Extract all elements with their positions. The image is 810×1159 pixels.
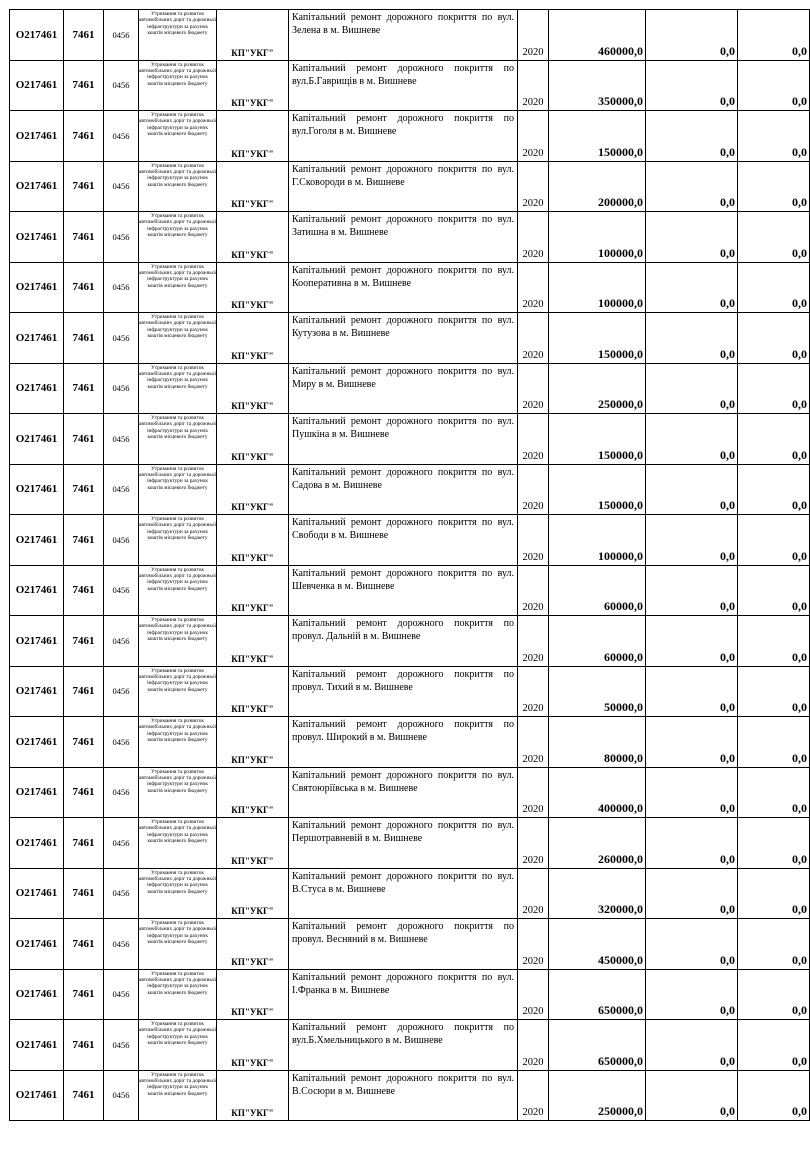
budget-code-cell: 7461 <box>64 717 104 768</box>
function-code-cell: 0456 <box>104 919 139 970</box>
year-cell: 2020 <box>518 868 549 919</box>
year-cell: 2020 <box>518 818 549 869</box>
budget-code-cell: 7461 <box>64 666 104 717</box>
year-cell: 2020 <box>518 464 549 515</box>
value-1-cell: 0,0 <box>646 717 738 768</box>
executor-cell: КП"УКГ" <box>217 1020 289 1071</box>
program-description-cell: Утримання та розвиток автомобільних доріг та дорожньої інфраструктури за рахунок коштів місцевого бюджету <box>139 767 217 818</box>
program-description-cell: Утримання та розвиток автомобільних доріг та дорожньої інфраструктури за рахунок коштів місцевого бюджету <box>139 414 217 465</box>
function-code-cell: 0456 <box>104 161 139 212</box>
executor-cell: КП"УКГ" <box>217 111 289 162</box>
table-row <box>10 60 810 111</box>
executor-cell: КП"УКГ" <box>217 969 289 1020</box>
year-cell: 2020 <box>518 666 549 717</box>
program-description-cell: Утримання та розвиток автомобільних доріг та дорожньої інфраструктури за рахунок коштів місцевого бюджету <box>139 111 217 162</box>
year-cell: 2020 <box>518 1020 549 1071</box>
value-2-cell: 0,0 <box>738 313 810 364</box>
program-code-cell: О217461 <box>10 313 64 364</box>
function-code-cell: 0456 <box>104 1020 139 1071</box>
executor-cell: КП"УКГ" <box>217 212 289 263</box>
amount-cell: 100000,0 <box>549 212 646 263</box>
value-2-cell: 0,0 <box>738 919 810 970</box>
function-code-cell: 0456 <box>104 1070 139 1121</box>
table-row <box>10 767 810 818</box>
program-code-cell: О217461 <box>10 565 64 616</box>
program-code-cell: О217461 <box>10 969 64 1020</box>
table-row <box>10 868 810 919</box>
value-1-cell: 0,0 <box>646 565 738 616</box>
amount-cell: 60000,0 <box>549 565 646 616</box>
executor-cell: КП"УКГ" <box>217 515 289 566</box>
value-1-cell: 0,0 <box>646 212 738 263</box>
program-code-cell: О217461 <box>10 818 64 869</box>
value-2-cell: 0,0 <box>738 161 810 212</box>
table-row <box>10 565 810 616</box>
budget-code-cell: 7461 <box>64 868 104 919</box>
executor-cell: КП"УКГ" <box>217 414 289 465</box>
function-code-cell: 0456 <box>104 313 139 364</box>
amount-cell: 50000,0 <box>549 666 646 717</box>
object-name-cell: Капітальний ремонт дорожного покриття по вул.Б.Хмельницького в м. Вишневе <box>289 1020 518 1071</box>
value-1-cell: 0,0 <box>646 919 738 970</box>
executor-cell: КП"УКГ" <box>217 464 289 515</box>
value-1-cell: 0,0 <box>646 666 738 717</box>
budget-code-cell: 7461 <box>64 1070 104 1121</box>
program-description-cell: Утримання та розвиток автомобільних доріг та дорожньої інфраструктури за рахунок коштів місцевого бюджету <box>139 60 217 111</box>
table-row <box>10 818 810 869</box>
executor-cell: КП"УКГ" <box>217 313 289 364</box>
executor-cell: КП"УКГ" <box>217 10 289 61</box>
function-code-cell: 0456 <box>104 717 139 768</box>
function-code-cell: 0456 <box>104 565 139 616</box>
year-cell: 2020 <box>518 161 549 212</box>
year-cell: 2020 <box>518 767 549 818</box>
program-description-cell: Утримання та розвиток автомобільних доріг та дорожньої інфраструктури за рахунок коштів місцевого бюджету <box>139 717 217 768</box>
program-description-cell: Утримання та розвиток автомобільних доріг та дорожньої інфраструктури за рахунок коштів місцевого бюджету <box>139 666 217 717</box>
value-1-cell: 0,0 <box>646 1070 738 1121</box>
amount-cell: 150000,0 <box>549 414 646 465</box>
value-1-cell: 0,0 <box>646 10 738 61</box>
value-2-cell: 0,0 <box>738 868 810 919</box>
amount-cell: 150000,0 <box>549 464 646 515</box>
year-cell: 2020 <box>518 111 549 162</box>
budget-code-cell: 7461 <box>64 262 104 313</box>
year-cell: 2020 <box>518 212 549 263</box>
value-1-cell: 0,0 <box>646 363 738 414</box>
table-row <box>10 414 810 465</box>
function-code-cell: 0456 <box>104 111 139 162</box>
executor-cell: КП"УКГ" <box>217 363 289 414</box>
amount-cell: 260000,0 <box>549 818 646 869</box>
value-1-cell: 0,0 <box>646 414 738 465</box>
function-code-cell: 0456 <box>104 767 139 818</box>
amount-cell: 250000,0 <box>549 363 646 414</box>
value-1-cell: 0,0 <box>646 313 738 364</box>
object-name-cell: Капітальний ремонт дорожного покриття по провул. Широкий в м. Вишневе <box>289 717 518 768</box>
object-name-cell: Капітальний ремонт дорожного покриття по вул. Першотравневій в м. Вишневе <box>289 818 518 869</box>
table-row <box>10 464 810 515</box>
year-cell: 2020 <box>518 10 549 61</box>
value-2-cell: 0,0 <box>738 767 810 818</box>
function-code-cell: 0456 <box>104 969 139 1020</box>
amount-cell: 320000,0 <box>549 868 646 919</box>
program-code-cell: О217461 <box>10 464 64 515</box>
object-name-cell: Капітальний ремонт дорожного покриття по вул.Гоголя в м. Вишневе <box>289 111 518 162</box>
program-description-cell: Утримання та розвиток автомобільних доріг та дорожньої інфраструктури за рахунок коштів місцевого бюджету <box>139 515 217 566</box>
year-cell: 2020 <box>518 969 549 1020</box>
budget-code-cell: 7461 <box>64 919 104 970</box>
value-2-cell: 0,0 <box>738 515 810 566</box>
amount-cell: 350000,0 <box>549 60 646 111</box>
budget-code-cell: 7461 <box>64 1020 104 1071</box>
function-code-cell: 0456 <box>104 363 139 414</box>
value-2-cell: 0,0 <box>738 717 810 768</box>
budget-code-cell: 7461 <box>64 313 104 364</box>
value-1-cell: 0,0 <box>646 161 738 212</box>
value-2-cell: 0,0 <box>738 818 810 869</box>
table-row <box>10 262 810 313</box>
program-description-cell: Утримання та розвиток автомобільних доріг та дорожньої інфраструктури за рахунок коштів місцевого бюджету <box>139 1070 217 1121</box>
program-description-cell: Утримання та розвиток автомобільних доріг та дорожньої інфраструктури за рахунок коштів місцевого бюджету <box>139 616 217 667</box>
amount-cell: 60000,0 <box>549 616 646 667</box>
value-1-cell: 0,0 <box>646 111 738 162</box>
value-1-cell: 0,0 <box>646 515 738 566</box>
value-2-cell: 0,0 <box>738 60 810 111</box>
budget-code-cell: 7461 <box>64 767 104 818</box>
executor-cell: КП"УКГ" <box>217 616 289 667</box>
object-name-cell: Капітальний ремонт дорожного покриття по вул. Кооперативна в м. Вишневе <box>289 262 518 313</box>
year-cell: 2020 <box>518 1070 549 1121</box>
function-code-cell: 0456 <box>104 60 139 111</box>
year-cell: 2020 <box>518 60 549 111</box>
program-code-cell: О217461 <box>10 161 64 212</box>
amount-cell: 450000,0 <box>549 919 646 970</box>
program-description-cell: Утримання та розвиток автомобільних доріг та дорожньої інфраструктури за рахунок коштів місцевого бюджету <box>139 161 217 212</box>
object-name-cell: Капітальний ремонт дорожного покриття по вул. Кутузова в м. Вишневе <box>289 313 518 364</box>
year-cell: 2020 <box>518 515 549 566</box>
budget-code-cell: 7461 <box>64 515 104 566</box>
program-description-cell: Утримання та розвиток автомобільних доріг та дорожньої інфраструктури за рахунок коштів місцевого бюджету <box>139 10 217 61</box>
function-code-cell: 0456 <box>104 666 139 717</box>
budget-code-cell: 7461 <box>64 969 104 1020</box>
program-code-cell: О217461 <box>10 60 64 111</box>
budget-code-cell: 7461 <box>64 414 104 465</box>
program-description-cell: Утримання та розвиток автомобільних доріг та дорожньої інфраструктури за рахунок коштів місцевого бюджету <box>139 818 217 869</box>
program-code-cell: О217461 <box>10 767 64 818</box>
year-cell: 2020 <box>518 616 549 667</box>
function-code-cell: 0456 <box>104 212 139 263</box>
amount-cell: 400000,0 <box>549 767 646 818</box>
value-2-cell: 0,0 <box>738 212 810 263</box>
object-name-cell: Капітальний ремонт дорожного покриття по вул. Затишна в м. Вишневе <box>289 212 518 263</box>
value-1-cell: 0,0 <box>646 868 738 919</box>
executor-cell: КП"УКГ" <box>217 161 289 212</box>
value-1-cell: 0,0 <box>646 60 738 111</box>
value-1-cell: 0,0 <box>646 767 738 818</box>
value-2-cell: 0,0 <box>738 1070 810 1121</box>
table-row <box>10 1020 810 1071</box>
function-code-cell: 0456 <box>104 868 139 919</box>
value-2-cell: 0,0 <box>738 363 810 414</box>
program-code-cell: О217461 <box>10 212 64 263</box>
budget-code-cell: 7461 <box>64 565 104 616</box>
budget-code-cell: 7461 <box>64 616 104 667</box>
program-description-cell: Утримання та розвиток автомобільних доріг та дорожньої інфраструктури за рахунок коштів місцевого бюджету <box>139 464 217 515</box>
program-description-cell: Утримання та розвиток автомобільних доріг та дорожньої інфраструктури за рахунок коштів місцевого бюджету <box>139 262 217 313</box>
program-code-cell: О217461 <box>10 1020 64 1071</box>
budget-code-cell: 7461 <box>64 212 104 263</box>
executor-cell: КП"УКГ" <box>217 767 289 818</box>
budget-code-cell: 7461 <box>64 363 104 414</box>
table-row <box>10 363 810 414</box>
amount-cell: 250000,0 <box>549 1070 646 1121</box>
program-description-cell: Утримання та розвиток автомобільних доріг та дорожньої інфраструктури за рахунок коштів місцевого бюджету <box>139 868 217 919</box>
table-row <box>10 313 810 364</box>
program-code-cell: О217461 <box>10 363 64 414</box>
object-name-cell: Капітальний ремонт дорожного покриття по вул. Миру в м. Вишневе <box>289 363 518 414</box>
budget-code-cell: 7461 <box>64 818 104 869</box>
budget-code-cell: 7461 <box>64 161 104 212</box>
object-name-cell: Капітальний ремонт дорожного покриття по вул. Зелена в м. Вишневе <box>289 10 518 61</box>
budget-code-cell: 7461 <box>64 111 104 162</box>
function-code-cell: 0456 <box>104 818 139 869</box>
object-name-cell: Капітальний ремонт дорожного покриття по вул. Святоюріївська в м. Вишневе <box>289 767 518 818</box>
amount-cell: 460000,0 <box>549 10 646 61</box>
table-row <box>10 212 810 263</box>
table-row <box>10 10 810 61</box>
function-code-cell: 0456 <box>104 464 139 515</box>
budget-table <box>9 9 810 1121</box>
value-2-cell: 0,0 <box>738 111 810 162</box>
object-name-cell: Капітальний ремонт дорожного покриття по провул. Дальній в м. Вишневе <box>289 616 518 667</box>
object-name-cell: Капітальний ремонт дорожного покриття по вул. В.Стуса в м. Вишневе <box>289 868 518 919</box>
program-code-cell: О217461 <box>10 262 64 313</box>
budget-code-cell: 7461 <box>64 10 104 61</box>
executor-cell: КП"УКГ" <box>217 60 289 111</box>
year-cell: 2020 <box>518 414 549 465</box>
value-1-cell: 0,0 <box>646 616 738 667</box>
executor-cell: КП"УКГ" <box>217 565 289 616</box>
executor-cell: КП"УКГ" <box>217 666 289 717</box>
budget-code-cell: 7461 <box>64 464 104 515</box>
program-description-cell: Утримання та розвиток автомобільних доріг та дорожньої інфраструктури за рахунок коштів місцевого бюджету <box>139 212 217 263</box>
value-2-cell: 0,0 <box>738 262 810 313</box>
program-code-cell: О217461 <box>10 919 64 970</box>
year-cell: 2020 <box>518 919 549 970</box>
program-description-cell: Утримання та розвиток автомобільних доріг та дорожньої інфраструктури за рахунок коштів місцевого бюджету <box>139 969 217 1020</box>
table-row <box>10 969 810 1020</box>
amount-cell: 100000,0 <box>549 515 646 566</box>
program-code-cell: О217461 <box>10 717 64 768</box>
program-code-cell: О217461 <box>10 515 64 566</box>
program-description-cell: Утримання та розвиток автомобільних доріг та дорожньої інфраструктури за рахунок коштів місцевого бюджету <box>139 565 217 616</box>
value-1-cell: 0,0 <box>646 818 738 869</box>
program-code-cell: О217461 <box>10 10 64 61</box>
table-row <box>10 616 810 667</box>
function-code-cell: 0456 <box>104 414 139 465</box>
amount-cell: 200000,0 <box>549 161 646 212</box>
year-cell: 2020 <box>518 313 549 364</box>
value-2-cell: 0,0 <box>738 616 810 667</box>
object-name-cell: Капітальний ремонт дорожного покриття по провул. Тихий в м. Вишневе <box>289 666 518 717</box>
year-cell: 2020 <box>518 717 549 768</box>
program-code-cell: О217461 <box>10 616 64 667</box>
function-code-cell: 0456 <box>104 515 139 566</box>
object-name-cell: Капітальний ремонт дорожного покриття по вул. Шевченка в м. Вишневе <box>289 565 518 616</box>
table-row <box>10 515 810 566</box>
program-description-cell: Утримання та розвиток автомобільних доріг та дорожньої інфраструктури за рахунок коштів місцевого бюджету <box>139 1020 217 1071</box>
object-name-cell: Капітальний ремонт дорожного покриття по вул. Садова в м. Вишневе <box>289 464 518 515</box>
program-code-cell: О217461 <box>10 666 64 717</box>
year-cell: 2020 <box>518 262 549 313</box>
table-row <box>10 111 810 162</box>
program-code-cell: О217461 <box>10 111 64 162</box>
program-description-cell: Утримання та розвиток автомобільних доріг та дорожньої інфраструктури за рахунок коштів місцевого бюджету <box>139 313 217 364</box>
function-code-cell: 0456 <box>104 10 139 61</box>
program-code-cell: О217461 <box>10 868 64 919</box>
object-name-cell: Капітальний ремонт дорожного покриття по вул. В.Сосюри в м. Вишневе <box>289 1070 518 1121</box>
value-2-cell: 0,0 <box>738 565 810 616</box>
amount-cell: 150000,0 <box>549 313 646 364</box>
amount-cell: 150000,0 <box>549 111 646 162</box>
executor-cell: КП"УКГ" <box>217 919 289 970</box>
program-description-cell: Утримання та розвиток автомобільних доріг та дорожньої інфраструктури за рахунок коштів місцевого бюджету <box>139 919 217 970</box>
object-name-cell: Капітальний ремонт дорожного покриття по вул. Свободи в м. Вишневе <box>289 515 518 566</box>
table-row <box>10 666 810 717</box>
table-row <box>10 161 810 212</box>
value-1-cell: 0,0 <box>646 464 738 515</box>
executor-cell: КП"УКГ" <box>217 868 289 919</box>
program-code-cell: О217461 <box>10 414 64 465</box>
value-2-cell: 0,0 <box>738 464 810 515</box>
value-2-cell: 0,0 <box>738 414 810 465</box>
object-name-cell: Капітальний ремонт дорожного покриття по провул. Весняний в м. Вишневе <box>289 919 518 970</box>
program-description-cell: Утримання та розвиток автомобільних доріг та дорожньої інфраструктури за рахунок коштів місцевого бюджету <box>139 363 217 414</box>
amount-cell: 80000,0 <box>549 717 646 768</box>
table-row <box>10 717 810 768</box>
table-row <box>10 1070 810 1121</box>
executor-cell: КП"УКГ" <box>217 818 289 869</box>
value-2-cell: 0,0 <box>738 1020 810 1071</box>
object-name-cell: Капітальний ремонт дорожного покриття по вул. Пушкіна в м. Вишневе <box>289 414 518 465</box>
program-code-cell: О217461 <box>10 1070 64 1121</box>
object-name-cell: Капітальний ремонт дорожного покриття по вул.Б.Гаврищів в м. Вишневе <box>289 60 518 111</box>
object-name-cell: Капітальний ремонт дорожного покриття по вул. Г.Сковороди в м. Вишневе <box>289 161 518 212</box>
function-code-cell: 0456 <box>104 616 139 667</box>
amount-cell: 650000,0 <box>549 1020 646 1071</box>
value-1-cell: 0,0 <box>646 1020 738 1071</box>
function-code-cell: 0456 <box>104 262 139 313</box>
table-row <box>10 919 810 970</box>
value-1-cell: 0,0 <box>646 969 738 1020</box>
value-2-cell: 0,0 <box>738 969 810 1020</box>
value-2-cell: 0,0 <box>738 666 810 717</box>
executor-cell: КП"УКГ" <box>217 262 289 313</box>
amount-cell: 650000,0 <box>549 969 646 1020</box>
year-cell: 2020 <box>518 565 549 616</box>
value-2-cell: 0,0 <box>738 10 810 61</box>
executor-cell: КП"УКГ" <box>217 1070 289 1121</box>
amount-cell: 100000,0 <box>549 262 646 313</box>
object-name-cell: Капітальний ремонт дорожного покриття по вул. І.Франка в м. Вишневе <box>289 969 518 1020</box>
executor-cell: КП"УКГ" <box>217 717 289 768</box>
year-cell: 2020 <box>518 363 549 414</box>
value-1-cell: 0,0 <box>646 262 738 313</box>
budget-code-cell: 7461 <box>64 60 104 111</box>
